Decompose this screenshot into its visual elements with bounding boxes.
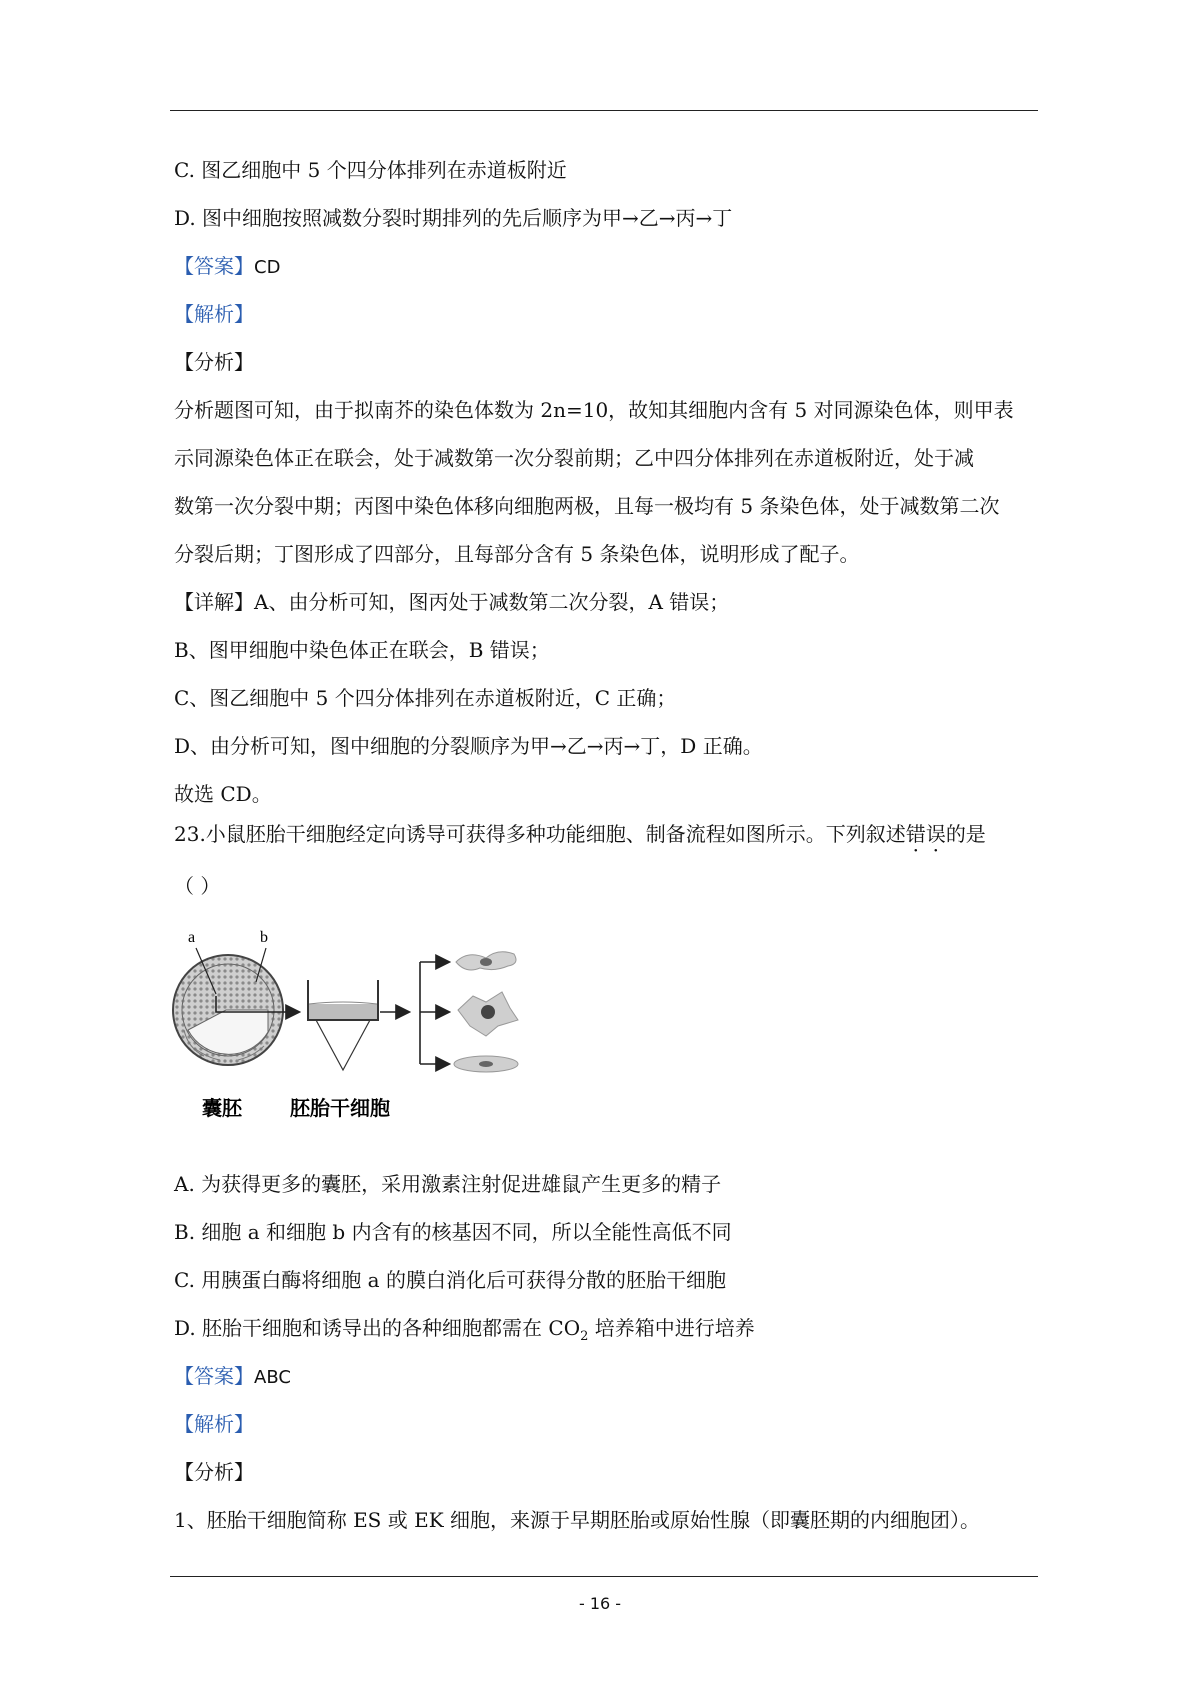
answer2-tag: 【答案】 — [174, 1364, 254, 1388]
pointer-es — [316, 1020, 370, 1070]
footer-rule — [170, 1576, 1038, 1577]
neuron-cell-drawing — [456, 952, 516, 970]
answer2-value: ABC — [254, 1367, 291, 1388]
elongated-cell-drawing — [454, 1056, 518, 1072]
stellate-cell-drawing — [458, 992, 518, 1036]
analysis-line-2: 示同源染色体正在联会，处于减数第一次分裂前期；乙中四分体排列在赤道板附近，处于减 — [174, 446, 974, 470]
q23-option-d-pre: D. 胚胎干细胞和诱导出的各种细胞都需在 CO — [174, 1316, 581, 1340]
answer-paren: （ ） — [174, 874, 221, 898]
question-23-end: 的是 — [945, 822, 986, 846]
emphasis-char-2: 误 — [925, 822, 946, 846]
label-blastocyst: 囊胚 — [202, 1096, 242, 1120]
option-c: C. 图乙细胞中 5 个四分体排列在赤道板附近 — [174, 158, 567, 182]
option-d: D. 图中细胞按照减数分裂时期排列的先后顺序为甲→乙→丙→丁 — [174, 206, 733, 230]
answer-line — [174, 252, 280, 282]
question-23-stem: 23.小鼠胚胎干细胞经定向诱导可获得多种功能细胞、制备流程如图所示。下列叙述 — [174, 822, 906, 846]
question-23 — [174, 820, 986, 848]
fenxi2-tag: 【分析】 — [174, 1460, 254, 1484]
analysis2-point-1: 1、胚胎干细胞简称 ES 或 EK 细胞，来源于早期胚胎或原始性腺（即囊胚期的内细胞团）。 — [174, 1508, 980, 1532]
analysis-line-4: 分裂后期；丁图形成了四部分，且每部分含有 5 条染色体，说明形成了配子。 — [174, 542, 860, 566]
answer2-line — [174, 1362, 291, 1392]
emphasis-char-1: 错 — [905, 822, 926, 846]
q23-option-c: C. 用胰蛋白酶将细胞 a 的膜白消化后可获得分散的胚胎干细胞 — [174, 1268, 726, 1292]
header-rule — [170, 110, 1038, 111]
label-b: b — [260, 929, 268, 946]
fenxi-tag: 【分析】 — [174, 350, 254, 374]
answer-tag: 【答案】 — [174, 254, 254, 278]
culture-dish-drawing — [308, 980, 378, 1020]
analysis-line-3: 数第一次分裂中期；丙图中染色体移向细胞两极，且每一极均有 5 条染色体，处于减数第二次 — [174, 494, 1000, 518]
q23-option-b: B. 细胞 a 和细胞 b 内含有的核基因不同，所以全能性高低不同 — [174, 1220, 732, 1244]
label-a: a — [188, 929, 196, 946]
detail-line-4: D、由分析可知，图中细胞的分裂顺序为甲→乙→丙→丁，D 正确。 — [174, 734, 763, 758]
analysis-line-1: 分析题图可知，由于拟南芥的染色体数为 2n=10，故知其细胞内含有 5 对同源染色体，则甲表 — [174, 398, 1014, 422]
blastocyst-drawing — [173, 955, 283, 1065]
jiexi2-tag: 【解析】 — [174, 1412, 254, 1436]
answer-value: CD — [254, 257, 281, 278]
jiexi-tag: 【解析】 — [174, 302, 254, 326]
label-es-cells: 胚胎干细胞 — [290, 1096, 390, 1120]
choose-line: 故选 CD。 — [174, 782, 272, 806]
q23-option-a: A. 为获得更多的囊胚，采用激素注射促进雄鼠产生更多的精子 — [174, 1172, 722, 1196]
detail-line-2: B、图甲细胞中染色体正在联会，B 错误； — [174, 638, 550, 662]
q23-option-d — [174, 1314, 755, 1351]
co2-subscript: 2 — [580, 1329, 589, 1344]
q23-option-d-post: 培养箱中进行培养 — [588, 1316, 755, 1340]
detail-line-3: C、图乙细胞中 5 个四分体排列在赤道板附近，C 正确； — [174, 686, 677, 710]
page-number: - 16 - — [578, 1594, 622, 1613]
detail-line-1: 【详解】A、由分析可知，图丙处于减数第二次分裂，A 错误； — [174, 590, 730, 614]
es-cell-figure — [168, 920, 568, 1120]
